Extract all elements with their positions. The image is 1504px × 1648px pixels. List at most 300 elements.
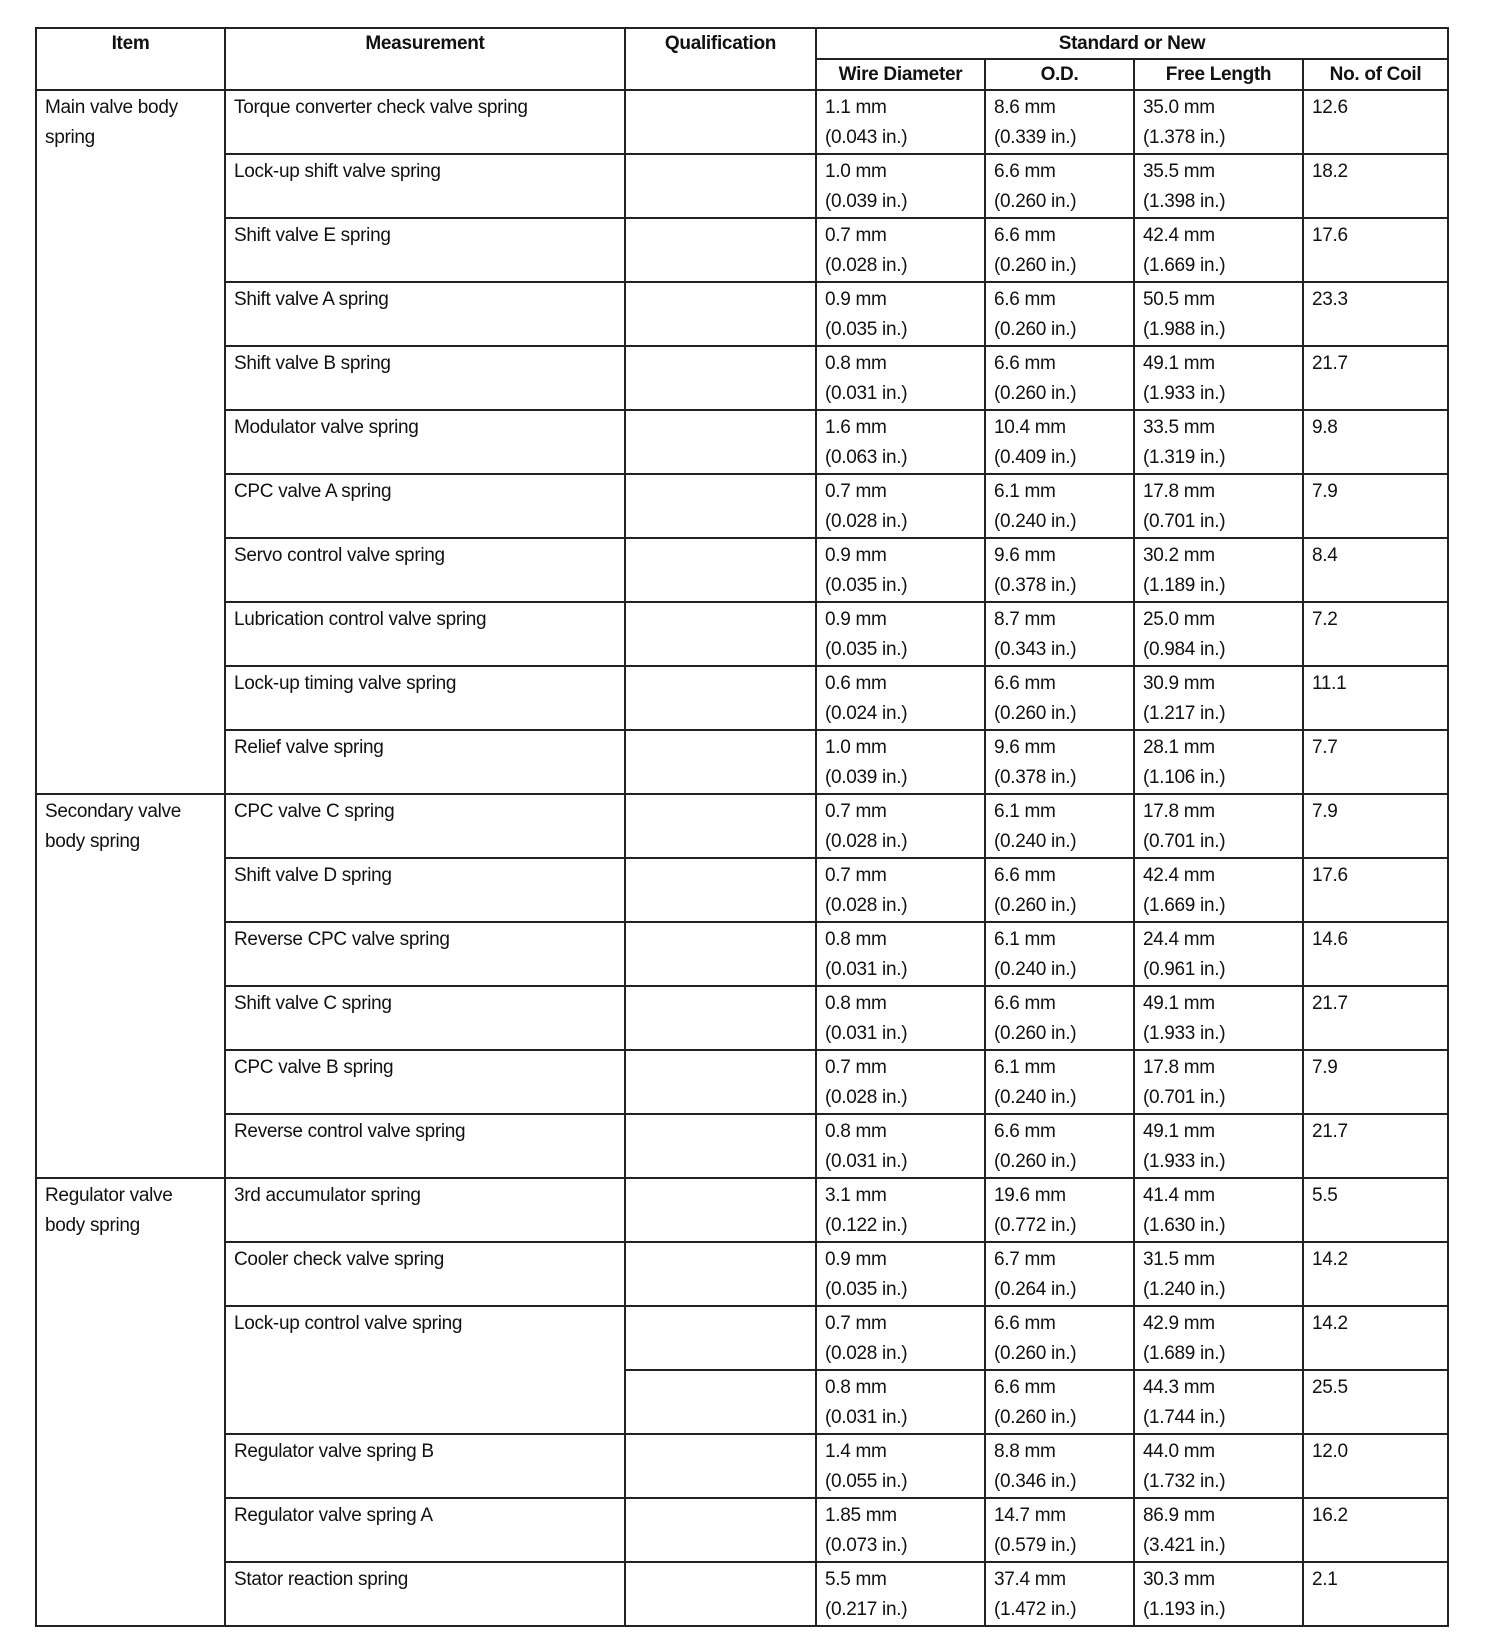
wire-inch: (0.063 in.) [825,447,908,468]
free-inch: (1.319 in.) [1143,447,1226,468]
table-row [36,1434,1448,1498]
table-row [36,986,1448,1050]
header-free-length: Free Length [1134,59,1303,90]
table-row [36,1562,1448,1626]
coil-cell: 18.2 [1303,154,1448,218]
od-inch: (0.378 in.) [994,767,1077,788]
table-row [36,1498,1448,1562]
od-cell [985,1434,1134,1498]
qualification-cell [625,1562,816,1626]
od-mm: 9.6 mm [994,545,1056,566]
measurement-cell: CPC valve C spring [225,794,625,858]
measurement-cell: Stator reaction spring [225,1562,625,1626]
wire-mm: 0.8 mm [825,353,887,374]
coil-cell: 9.8 [1303,410,1448,474]
free-cell [1134,218,1303,282]
measurement-cell: Shift valve C spring [225,986,625,1050]
od-mm: 6.6 mm [994,353,1056,374]
spring-spec-table [35,27,1449,1627]
qualification-cell [625,602,816,666]
measurement-cell: Regulator valve spring B [225,1434,625,1498]
wire-cell [816,282,985,346]
wire-mm: 0.7 mm [825,801,887,822]
table-row [36,1178,1448,1242]
od-mm: 6.7 mm [994,1249,1056,1270]
measurement-cell: Relief valve spring [225,730,625,794]
free-mm: 49.1 mm [1143,353,1215,374]
free-cell [1134,666,1303,730]
od-mm: 19.6 mm [994,1185,1066,1206]
coil-cell: 17.6 [1303,858,1448,922]
od-mm: 6.6 mm [994,1377,1056,1398]
od-mm: 10.4 mm [994,417,1066,438]
free-inch: (1.630 in.) [1143,1215,1226,1236]
table-row [36,1050,1448,1114]
wire-cell [816,1050,985,1114]
wire-cell [816,986,985,1050]
free-mm: 17.8 mm [1143,1057,1215,1078]
wire-cell [816,858,985,922]
qualification-cell [625,1178,816,1242]
od-cell [985,986,1134,1050]
free-inch: (1.217 in.) [1143,703,1226,724]
wire-inch: (0.024 in.) [825,703,908,724]
free-cell [1134,1178,1303,1242]
od-inch: (0.240 in.) [994,511,1077,532]
qualification-cell [625,90,816,154]
od-cell [985,346,1134,410]
wire-inch: (0.035 in.) [825,1279,908,1300]
od-inch: (0.260 in.) [994,703,1077,724]
wire-mm: 0.7 mm [825,225,887,246]
free-mm: 24.4 mm [1143,929,1215,950]
header-coil: No. of Coil [1303,59,1448,90]
free-mm: 31.5 mm [1143,1249,1215,1270]
qualification-cell [625,410,816,474]
wire-inch: (0.031 in.) [825,1407,908,1428]
od-cell [985,602,1134,666]
wire-cell [816,474,985,538]
wire-inch: (0.028 in.) [825,1087,908,1108]
table-row [36,218,1448,282]
free-inch: (1.744 in.) [1143,1407,1226,1428]
od-inch: (0.260 in.) [994,255,1077,276]
wire-inch: (0.028 in.) [825,511,908,532]
item-cell: Main valve body spring [36,90,225,794]
free-mm: 44.3 mm [1143,1377,1215,1398]
table-body [36,90,1448,1626]
measurement-cell: Servo control valve spring [225,538,625,602]
table-row [36,730,1448,794]
od-cell [985,1178,1134,1242]
free-cell [1134,154,1303,218]
table-row [36,474,1448,538]
od-cell [985,922,1134,986]
od-mm: 14.7 mm [994,1505,1066,1526]
coil-cell: 21.7 [1303,1114,1448,1178]
free-inch: (1.240 in.) [1143,1279,1226,1300]
od-mm: 8.8 mm [994,1441,1056,1462]
od-cell [985,1050,1134,1114]
wire-cell [816,1370,985,1434]
qualification-cell [625,1370,816,1434]
qualification-cell [625,282,816,346]
wire-inch: (0.031 in.) [825,1151,908,1172]
od-mm: 37.4 mm [994,1569,1066,1590]
wire-inch: (0.043 in.) [825,127,908,148]
free-mm: 86.9 mm [1143,1505,1215,1526]
free-mm: 30.2 mm [1143,545,1215,566]
qualification-cell [625,346,816,410]
free-mm: 28.1 mm [1143,737,1215,758]
od-cell [985,282,1134,346]
coil-cell: 12.6 [1303,90,1448,154]
header-od: O.D. [985,59,1134,90]
measurement-cell: Lubrication control valve spring [225,602,625,666]
free-mm: 17.8 mm [1143,481,1215,502]
free-mm: 49.1 mm [1143,1121,1215,1142]
od-cell [985,538,1134,602]
od-cell [985,1242,1134,1306]
wire-cell [816,602,985,666]
wire-inch: (0.035 in.) [825,639,908,660]
wire-cell [816,666,985,730]
measurement-cell: Cooler check valve spring [225,1242,625,1306]
coil-cell: 7.9 [1303,1050,1448,1114]
measurement-cell: Shift valve E spring [225,218,625,282]
wire-inch: (0.028 in.) [825,831,908,852]
wire-inch: (0.028 in.) [825,1343,908,1364]
free-mm: 35.5 mm [1143,161,1215,182]
free-mm: 30.9 mm [1143,673,1215,694]
free-cell [1134,538,1303,602]
wire-inch: (0.039 in.) [825,767,908,788]
qualification-cell [625,1434,816,1498]
header-wire-diameter: Wire Diameter [816,59,985,90]
od-inch: (0.409 in.) [994,447,1077,468]
coil-cell: 5.5 [1303,1178,1448,1242]
qualification-cell [625,1050,816,1114]
free-cell [1134,794,1303,858]
od-cell [985,1114,1134,1178]
free-mm: 49.1 mm [1143,993,1215,1014]
wire-mm: 5.5 mm [825,1569,887,1590]
header-qualification: Qualification [625,28,816,90]
od-cell [985,1562,1134,1626]
free-cell [1134,1562,1303,1626]
wire-mm: 1.6 mm [825,417,887,438]
od-inch: (0.343 in.) [994,639,1077,660]
od-cell [985,90,1134,154]
free-inch: (0.984 in.) [1143,639,1226,660]
coil-cell: 23.3 [1303,282,1448,346]
table-row [36,346,1448,410]
free-cell [1134,858,1303,922]
free-cell [1134,410,1303,474]
wire-mm: 0.7 mm [825,865,887,886]
od-inch: (0.260 in.) [994,895,1077,916]
table-row [36,282,1448,346]
free-cell [1134,346,1303,410]
od-mm: 6.1 mm [994,929,1056,950]
free-mm: 33.5 mm [1143,417,1215,438]
wire-mm: 1.0 mm [825,161,887,182]
od-cell [985,858,1134,922]
od-cell [985,154,1134,218]
free-inch: (0.701 in.) [1143,831,1226,852]
free-inch: (1.189 in.) [1143,575,1226,596]
free-cell [1134,1050,1303,1114]
wire-cell [816,730,985,794]
coil-cell: 14.6 [1303,922,1448,986]
free-inch: (1.669 in.) [1143,255,1226,276]
coil-cell: 7.7 [1303,730,1448,794]
table-row [36,90,1448,154]
qualification-cell [625,666,816,730]
wire-inch: (0.039 in.) [825,191,908,212]
free-inch: (0.701 in.) [1143,1087,1226,1108]
coil-cell: 7.9 [1303,474,1448,538]
free-mm: 42.4 mm [1143,865,1215,886]
od-inch: (0.264 in.) [994,1279,1077,1300]
wire-mm: 0.7 mm [825,1057,887,1078]
table-row [36,154,1448,218]
measurement-cell: Lock-up control valve spring [225,1306,625,1434]
wire-cell [816,346,985,410]
free-inch: (1.933 in.) [1143,383,1226,404]
wire-inch: (0.073 in.) [825,1535,908,1556]
measurement-cell: 3rd accumulator spring [225,1178,625,1242]
measurement-cell: Torque converter check valve spring [225,90,625,154]
header-item: Item [36,28,225,90]
qualification-cell [625,1242,816,1306]
wire-cell [816,1306,985,1370]
free-cell [1134,1370,1303,1434]
wire-cell [816,410,985,474]
free-mm: 50.5 mm [1143,289,1215,310]
table-row [36,858,1448,922]
measurement-cell: Shift valve B spring [225,346,625,410]
od-mm: 8.6 mm [994,97,1056,118]
wire-cell [816,1498,985,1562]
wire-mm: 0.8 mm [825,1121,887,1142]
qualification-cell [625,858,816,922]
coil-cell: 14.2 [1303,1242,1448,1306]
qualification-cell [625,154,816,218]
qualification-cell [625,794,816,858]
od-mm: 6.6 mm [994,225,1056,246]
qualification-cell [625,1306,816,1370]
free-mm: 42.4 mm [1143,225,1215,246]
free-mm: 30.3 mm [1143,1569,1215,1590]
wire-mm: 0.8 mm [825,929,887,950]
free-inch: (1.933 in.) [1143,1151,1226,1172]
qualification-cell [625,538,816,602]
measurement-cell: Lock-up timing valve spring [225,666,625,730]
free-inch: (1.732 in.) [1143,1471,1226,1492]
wire-mm: 1.1 mm [825,97,887,118]
od-cell [985,218,1134,282]
free-cell [1134,1242,1303,1306]
measurement-cell: Reverse control valve spring [225,1114,625,1178]
measurement-cell: CPC valve B spring [225,1050,625,1114]
free-cell [1134,602,1303,666]
od-inch: (0.240 in.) [994,1087,1077,1108]
free-cell [1134,1498,1303,1562]
od-cell [985,666,1134,730]
free-inch: (0.961 in.) [1143,959,1226,980]
qualification-cell [625,986,816,1050]
od-mm: 6.6 mm [994,289,1056,310]
wire-cell [816,1562,985,1626]
free-mm: 35.0 mm [1143,97,1215,118]
od-inch: (0.240 in.) [994,959,1077,980]
wire-cell [816,538,985,602]
wire-mm: 0.9 mm [825,289,887,310]
wire-mm: 1.85 mm [825,1505,897,1526]
od-mm: 6.6 mm [994,993,1056,1014]
wire-cell [816,90,985,154]
qualification-cell [625,218,816,282]
od-mm: 6.1 mm [994,1057,1056,1078]
coil-cell: 7.2 [1303,602,1448,666]
wire-mm: 0.9 mm [825,609,887,630]
od-mm: 6.6 mm [994,1313,1056,1334]
wire-mm: 0.8 mm [825,993,887,1014]
free-mm: 25.0 mm [1143,609,1215,630]
qualification-cell [625,730,816,794]
wire-inch: (0.031 in.) [825,959,908,980]
od-inch: (0.260 in.) [994,383,1077,404]
free-cell [1134,474,1303,538]
wire-inch: (0.031 in.) [825,383,908,404]
free-mm: 44.0 mm [1143,1441,1215,1462]
wire-mm: 0.6 mm [825,673,887,694]
free-cell [1134,922,1303,986]
wire-cell [816,218,985,282]
wire-inch: (0.055 in.) [825,1471,908,1492]
table-row [36,1306,1448,1370]
measurement-cell: Modulator valve spring [225,410,625,474]
measurement-cell: CPC valve A spring [225,474,625,538]
wire-inch: (0.028 in.) [825,895,908,916]
coil-cell: 25.5 [1303,1370,1448,1434]
wire-cell [816,1242,985,1306]
measurement-cell: Regulator valve spring A [225,1498,625,1562]
table-row [36,602,1448,666]
free-inch: (1.193 in.) [1143,1599,1226,1620]
qualification-cell [625,922,816,986]
free-inch: (1.106 in.) [1143,767,1226,788]
od-mm: 6.1 mm [994,481,1056,502]
coil-cell: 12.0 [1303,1434,1448,1498]
wire-cell [816,1178,985,1242]
qualification-cell [625,1498,816,1562]
od-mm: 6.6 mm [994,865,1056,886]
free-mm: 41.4 mm [1143,1185,1215,1206]
od-cell [985,794,1134,858]
wire-inch: (0.035 in.) [825,319,908,340]
free-cell [1134,1434,1303,1498]
wire-cell [816,922,985,986]
od-cell [985,1370,1134,1434]
table-row [36,922,1448,986]
wire-cell [816,154,985,218]
free-inch: (1.378 in.) [1143,127,1226,148]
table-row [36,666,1448,730]
wire-mm: 1.0 mm [825,737,887,758]
table-row [36,538,1448,602]
od-inch: (0.240 in.) [994,831,1077,852]
wire-mm: 0.7 mm [825,481,887,502]
header-measurement: Measurement [225,28,625,90]
wire-cell [816,794,985,858]
od-mm: 8.7 mm [994,609,1056,630]
coil-cell: 2.1 [1303,1562,1448,1626]
qualification-cell [625,1114,816,1178]
free-inch: (1.933 in.) [1143,1023,1226,1044]
free-cell [1134,1306,1303,1370]
od-inch: (0.260 in.) [994,191,1077,212]
wire-mm: 0.8 mm [825,1377,887,1398]
table-row [36,794,1448,858]
od-inch: (0.260 in.) [994,1343,1077,1364]
od-inch: (0.260 in.) [994,1407,1077,1428]
od-mm: 6.6 mm [994,673,1056,694]
od-mm: 9.6 mm [994,737,1056,758]
wire-mm: 1.4 mm [825,1441,887,1462]
free-inch: (3.421 in.) [1143,1535,1226,1556]
od-mm: 6.1 mm [994,801,1056,822]
measurement-cell: Lock-up shift valve spring [225,154,625,218]
wire-mm: 0.7 mm [825,1313,887,1334]
wire-inch: (0.031 in.) [825,1023,908,1044]
coil-cell: 21.7 [1303,986,1448,1050]
od-inch: (0.378 in.) [994,575,1077,596]
free-mm: 42.9 mm [1143,1313,1215,1334]
od-cell [985,474,1134,538]
free-cell [1134,986,1303,1050]
od-cell [985,1498,1134,1562]
od-inch: (0.579 in.) [994,1535,1077,1556]
free-cell [1134,730,1303,794]
od-inch: (0.339 in.) [994,127,1077,148]
od-mm: 6.6 mm [994,161,1056,182]
od-inch: (0.260 in.) [994,1151,1077,1172]
table-row [36,1114,1448,1178]
od-cell [985,1306,1134,1370]
wire-mm: 0.9 mm [825,1249,887,1270]
coil-cell: 16.2 [1303,1498,1448,1562]
measurement-cell: Shift valve D spring [225,858,625,922]
coil-cell: 17.6 [1303,218,1448,282]
od-inch: (0.346 in.) [994,1471,1077,1492]
free-mm: 17.8 mm [1143,801,1215,822]
free-cell [1134,90,1303,154]
od-mm: 6.6 mm [994,1121,1056,1142]
wire-cell [816,1434,985,1498]
free-inch: (1.669 in.) [1143,895,1226,916]
measurement-cell: Reverse CPC valve spring [225,922,625,986]
od-cell [985,730,1134,794]
free-cell [1134,282,1303,346]
wire-inch: (0.035 in.) [825,575,908,596]
qualification-cell [625,474,816,538]
free-cell [1134,1114,1303,1178]
free-inch: (0.701 in.) [1143,511,1226,532]
free-inch: (1.689 in.) [1143,1343,1226,1364]
od-inch: (0.772 in.) [994,1215,1077,1236]
